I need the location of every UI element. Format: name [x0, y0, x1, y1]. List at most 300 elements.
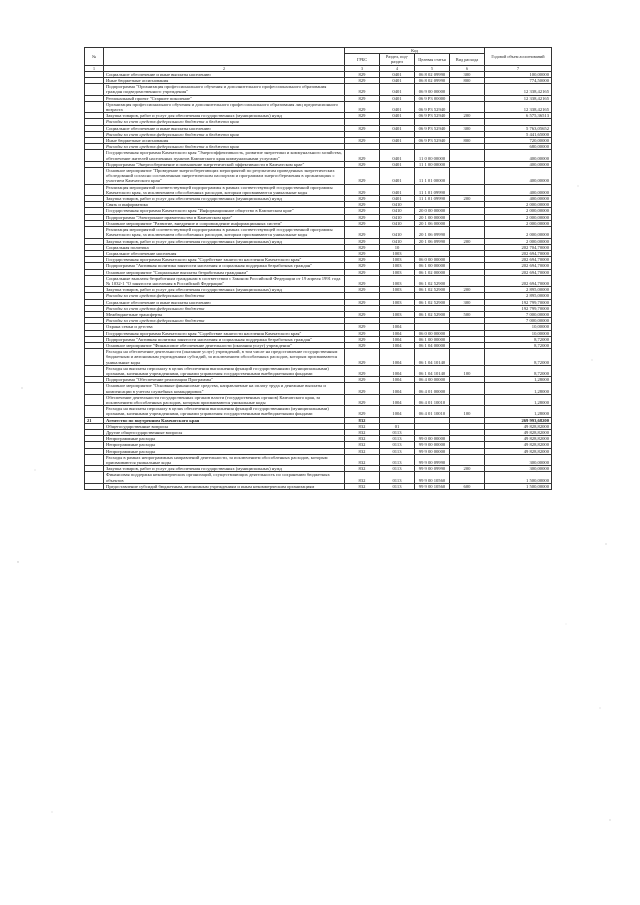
- row-amount: 202 694,70000: [485, 263, 552, 269]
- row-name: Расходы за счет средств федерального бюджета: [104, 293, 345, 299]
- row-expense-type: [450, 227, 485, 238]
- row-section: 0410: [380, 202, 415, 208]
- col-index: 7: [485, 65, 552, 71]
- table-row: [85, 275, 552, 286]
- row-grbs: 829: [345, 101, 380, 112]
- table-row: [85, 383, 552, 394]
- row-grbs: 832: [345, 442, 380, 448]
- row-section: 0401: [380, 196, 415, 202]
- row-amount: 5 441,65000: [485, 131, 552, 137]
- row-grbs: 829: [345, 184, 380, 195]
- row-amount: 8,72000: [485, 365, 552, 376]
- header-name: [104, 48, 345, 66]
- row-amount: 49 828,82000: [485, 430, 552, 436]
- table-row: [85, 84, 552, 95]
- row-amount: 202 694,70000: [485, 257, 552, 263]
- row-name: Основное мероприятие "Финансовое обеспечение деятельности (оказания услуг) учреждения": [104, 342, 345, 348]
- row-target: 06 9 00 00000: [415, 84, 450, 95]
- row-section: 0113: [380, 430, 415, 436]
- row-expense-type: [450, 275, 485, 286]
- row-grbs: 829: [345, 196, 380, 202]
- row-name: Государственная программа Камчатского края "Энергоэффективность, развитие энергетики и коммунального хозяйства, обеспечение жителей населенных пунктов Камчатского края коммунальными услугами": [104, 150, 345, 161]
- row-number: [85, 394, 104, 405]
- row-expense-type: 600: [450, 483, 485, 489]
- row-name: Социальное обеспечение населения: [104, 250, 345, 256]
- table-row: [85, 168, 552, 185]
- row-section: 1003: [380, 275, 415, 286]
- row-grbs: 829: [345, 244, 380, 250]
- row-target: 20 1 06 00000: [415, 220, 450, 226]
- table-row: [85, 472, 552, 483]
- row-name: Закупка товаров, работ и услуг для обеспечения государственных (муниципальных) нужд: [104, 466, 345, 472]
- row-section: 01: [380, 423, 415, 429]
- row-grbs: 829: [345, 71, 380, 77]
- table-row: [85, 454, 552, 465]
- row-number: [85, 472, 104, 483]
- row-expense-type: 100: [450, 365, 485, 376]
- row-section: 0113: [380, 448, 415, 454]
- row-amount: 1,28000: [485, 377, 552, 383]
- row-target: 99 9 00 00000: [415, 442, 450, 448]
- row-expense-type: 500: [450, 311, 485, 317]
- row-target: 06 9 P3 52940: [415, 138, 450, 144]
- row-number: [85, 275, 104, 286]
- row-target: 06 1 02 00000: [415, 269, 450, 275]
- row-target: 20 1 06 09990: [415, 238, 450, 244]
- row-number: [85, 227, 104, 238]
- row-target: 06 1 02 52900: [415, 311, 450, 317]
- row-section: 0113: [380, 466, 415, 472]
- row-name: Предоставление субсидий бюджетным, автономным учреждениям и иным некоммерческим организациям: [104, 483, 345, 489]
- col-index: 2: [104, 65, 345, 71]
- row-amount: 2 000,00000: [485, 220, 552, 226]
- row-target: 06 4 01 10010: [415, 394, 450, 405]
- row-name: Непрограммные расходы: [104, 448, 345, 454]
- row-target: 06 9 P3 52940: [415, 113, 450, 119]
- row-name: Организация профессионального обучения и дополнительного профессионального образования лиц предпенсионного возраста: [104, 101, 345, 112]
- row-expense-type: [450, 472, 485, 483]
- row-expense-type: [450, 101, 485, 112]
- row-name: Межбюджетные трансферты: [104, 311, 345, 317]
- row-section: 0401: [380, 184, 415, 195]
- row-target: 06 1 02 52900: [415, 275, 450, 286]
- row-grbs: 829: [345, 394, 380, 405]
- row-section: 1004: [380, 383, 415, 394]
- row-grbs: 829: [345, 377, 380, 383]
- row-grbs: 829: [345, 150, 380, 161]
- row-amount: 202 704,70000: [485, 244, 552, 250]
- row-expense-type: [450, 383, 485, 394]
- table-row: [85, 365, 552, 376]
- row-grbs: 832: [345, 417, 380, 423]
- header-grbs: ГРБС: [345, 54, 380, 65]
- row-amount: 49 828,82000: [485, 436, 552, 442]
- col-index: 1: [85, 65, 104, 71]
- row-name: Расходы на обеспечение деятельности (оказание услуг) учреждений, в том числе на предоставление государственным бюджетным и автономным учреждениям субсидий, за исключением обособленных расходов, которым присваиваются уникальные коды: [104, 349, 345, 366]
- row-amount: 2 000,00000: [485, 214, 552, 220]
- row-number: [85, 365, 104, 376]
- row-target: 11 1 00 00000: [415, 161, 450, 167]
- row-section: 0401: [380, 125, 415, 131]
- row-expense-type: 300: [450, 71, 485, 77]
- row-number: [85, 483, 104, 489]
- row-target: 06 8 02 09990: [415, 71, 450, 77]
- row-name: Основное мероприятие "Основные финансовые средства, направляемые на оплату труда и денежные выплаты и компенсации в учетом служебных командировок": [104, 383, 345, 394]
- row-amount: 300,00000: [485, 466, 552, 472]
- row-grbs: 829: [345, 84, 380, 95]
- row-target: 99 9 00 10560: [415, 483, 450, 489]
- row-grbs: 832: [345, 430, 380, 436]
- row-name: Другие общегосударственные вопросы: [104, 430, 345, 436]
- row-section: 0401: [380, 113, 415, 119]
- row-amount: 2 000,00000: [485, 208, 552, 214]
- row-amount: 2 000,00000: [485, 227, 552, 238]
- row-grbs: 832: [345, 423, 380, 429]
- row-target: 06 1 00 00000: [415, 336, 450, 342]
- row-grbs: 829: [345, 125, 380, 131]
- row-section: 1004: [380, 336, 415, 342]
- row-section: 0401: [380, 150, 415, 161]
- row-amount: 8,72000: [485, 349, 552, 366]
- row-number: [85, 383, 104, 394]
- row-number: [85, 454, 104, 465]
- row-amount: 10,00000: [485, 330, 552, 336]
- row-expense-type: [450, 84, 485, 95]
- row-grbs: 829: [345, 250, 380, 256]
- row-amount: 7 000,00000: [485, 318, 552, 324]
- row-amount: 8,72000: [485, 342, 552, 348]
- row-expense-type: 800: [450, 78, 485, 84]
- row-grbs: 829: [345, 214, 380, 220]
- row-section: 1003: [380, 287, 415, 293]
- row-target: 99 0 00 00000: [415, 436, 450, 442]
- row-section: 0401: [380, 161, 415, 167]
- row-section: 0401: [380, 84, 415, 95]
- row-name: Подпрограмма "Активная политика занятости населения и социальная поддержка безработных граждан": [104, 336, 345, 342]
- row-amount: 400,00000: [485, 161, 552, 167]
- row-section: 0410: [380, 227, 415, 238]
- row-amount: 1,28000: [485, 406, 552, 417]
- col-index: 3: [345, 65, 380, 71]
- row-target: 99 9 00 09990: [415, 454, 450, 465]
- row-grbs: 829: [345, 330, 380, 336]
- header-expense-type: Вид расхода: [450, 54, 485, 65]
- row-grbs: 829: [345, 138, 380, 144]
- row-section: 0401: [380, 71, 415, 77]
- row-grbs: 829: [345, 299, 380, 305]
- row-amount: 400,00000: [485, 184, 552, 195]
- row-number: [85, 349, 104, 366]
- row-expense-type: 200: [450, 466, 485, 472]
- row-name: Региональный проект "Старшее поколение": [104, 95, 345, 101]
- row-amount: 1 500,00000: [485, 472, 552, 483]
- row-grbs: 829: [345, 263, 380, 269]
- col-index: 5: [415, 65, 450, 71]
- row-name: Иные бюджетные ассигнования: [104, 138, 345, 144]
- budget-allocation-table: [84, 47, 552, 490]
- row-grbs: 829: [345, 202, 380, 208]
- row-name: Реализация мероприятий соответствующей подпрограммы в рамках соответствующей государственной программы Камчатского края, за исключением обособленных расходов, которым присваиваются уникальные коды: [104, 227, 345, 238]
- row-number: [85, 168, 104, 185]
- header-number: №: [85, 48, 104, 66]
- row-amount: 49 828,82000: [485, 442, 552, 448]
- row-amount: 2 000,00000: [485, 238, 552, 244]
- row-section: 10: [380, 244, 415, 250]
- row-amount: 6 575,36513: [485, 113, 552, 119]
- row-expense-type: [450, 394, 485, 405]
- row-grbs: 832: [345, 466, 380, 472]
- row-section: 1003: [380, 263, 415, 269]
- row-name: Непрограммные расходы: [104, 442, 345, 448]
- header-amount: Годовой объем ассигнований: [485, 48, 552, 66]
- row-grbs: 829: [345, 78, 380, 84]
- row-target: 20 1 00 00000: [415, 214, 450, 220]
- row-expense-type: 100: [450, 406, 485, 417]
- row-target: 06 4 01 00000: [415, 383, 450, 394]
- row-name: Государственная программа Камчатского края "Информационное общество в Камчатском крае": [104, 208, 345, 214]
- table-row: [85, 150, 552, 161]
- row-amount: 2 895,00000: [485, 287, 552, 293]
- row-name: Расходы за счет средств федерального бюджета: [104, 318, 345, 324]
- row-name: Закупка товаров, работ и услуг для обеспечения государственных (муниципальных) нужд: [104, 287, 345, 293]
- row-section: 1003: [380, 311, 415, 317]
- row-grbs: 832: [345, 472, 380, 483]
- row-name: Подпрограмма "Активная политика занятости населения и социальная поддержка безработных граждан": [104, 263, 345, 269]
- row-name: Основное мероприятие "Развитие, внедрение и сопровождение информационных систем": [104, 220, 345, 226]
- row-target: 06 0 00 00000: [415, 257, 450, 263]
- row-section: 0401: [380, 95, 415, 101]
- row-grbs: 829: [345, 336, 380, 342]
- row-name: Подпрограмма "Обеспечение реализации Программы": [104, 377, 345, 383]
- row-amount: 5 763,05652: [485, 125, 552, 131]
- col-index: 6: [450, 65, 485, 71]
- row-name: Подпрограмма "Электронное правительство в Камчатском крае": [104, 214, 345, 220]
- header-target: Целевая статья: [415, 54, 450, 65]
- row-amount: 2 000,00000: [485, 202, 552, 208]
- row-amount: 12 338,42165: [485, 95, 552, 101]
- row-target: 06 9 P3 52940: [415, 101, 450, 112]
- row-name: Непрограммные расходы: [104, 436, 345, 442]
- row-name: Иные бюджетные ассигнования: [104, 78, 345, 84]
- row-section: 1004: [380, 406, 415, 417]
- row-grbs: 829: [345, 168, 380, 185]
- row-amount: 1,28000: [485, 394, 552, 405]
- row-grbs: 829: [345, 220, 380, 226]
- table-row: [85, 394, 552, 405]
- row-grbs: 829: [345, 95, 380, 101]
- row-target: 06 1 04 00000: [415, 342, 450, 348]
- row-name: Подпрограмма "Организация профессионального обучения и дополнительного профессионального образования граждан подведомственного учреждения": [104, 84, 345, 95]
- row-grbs: 829: [345, 349, 380, 366]
- row-target: 99 9 00 00000: [415, 448, 450, 454]
- row-amount: 720,00000: [485, 138, 552, 144]
- row-grbs: 829: [345, 311, 380, 317]
- row-name: Основное мероприятие "Проведение энергосберегающих мероприятий по результатам проведенных энергетических обследований согласно составленным энергетическим паспортам и программам энергосбережения в организациях с участием Камчатского края": [104, 168, 345, 185]
- row-number: 21: [85, 417, 104, 423]
- row-name: Общегосударственные вопросы: [104, 423, 345, 429]
- table-row: [85, 349, 552, 366]
- row-name: Расходы за счет средств федерального бюджета и бюджета края: [104, 144, 345, 150]
- row-target: 06 0 00 00000: [415, 330, 450, 336]
- row-grbs: 829: [345, 287, 380, 293]
- row-target: 06 9 P3 00000: [415, 95, 450, 101]
- row-name: Государственная программа Камчатского края "Содействие занятости населения Камчатского края": [104, 330, 345, 336]
- row-grbs: 829: [345, 257, 380, 263]
- row-amount: 774,50000: [485, 78, 552, 84]
- row-amount: 10,00000: [485, 324, 552, 330]
- row-name: Социальная политика: [104, 244, 345, 250]
- row-expense-type: 200: [450, 196, 485, 202]
- row-target: 11 1 01 00000: [415, 168, 450, 185]
- row-section: 1004: [380, 365, 415, 376]
- row-target: 06 9 P3 52940: [415, 125, 450, 131]
- row-grbs: 829: [345, 275, 380, 286]
- header-section: Раздел, под-раздел: [380, 54, 415, 65]
- row-name: Расходы за счет средств федерального бюджета и бюджета края: [104, 119, 345, 125]
- row-grbs: 829: [345, 324, 380, 330]
- row-target: 99 9 00 10560: [415, 472, 450, 483]
- row-expense-type: 800: [450, 138, 485, 144]
- row-amount: 49 828,82000: [485, 448, 552, 454]
- row-section: 0113: [380, 454, 415, 465]
- table-row: [85, 184, 552, 195]
- row-name: Закупка товаров, работ и услуг для обеспечения государственных (муниципальных) нужд: [104, 238, 345, 244]
- row-amount: 192 799,70000: [485, 305, 552, 311]
- row-expense-type: [450, 184, 485, 195]
- row-number: [85, 406, 104, 417]
- table-row: [85, 101, 552, 112]
- row-section: 0113: [380, 483, 415, 489]
- row-amount: 202 694,70000: [485, 269, 552, 275]
- row-target: 06 4 00 00000: [415, 377, 450, 383]
- row-name: Обеспечение деятельности государственных органов власти (государственных органов) Камчатского края, за исключением обособленных расходов, которым присваиваются уникальные коды: [104, 394, 345, 405]
- row-target: 06 4 01 10010: [415, 406, 450, 417]
- row-amount: 400,00000: [485, 196, 552, 202]
- row-amount: 8,72000: [485, 336, 552, 342]
- row-number: [85, 101, 104, 112]
- row-name: Социальное обеспечение и иные выплаты населению: [104, 125, 345, 131]
- row-expense-type: 300: [450, 299, 485, 305]
- row-target: 11 0 00 00000: [415, 150, 450, 161]
- row-amount: 192 799,70000: [485, 299, 552, 305]
- row-section: 0410: [380, 220, 415, 226]
- row-section: 0113: [380, 472, 415, 483]
- row-amount: 100,00000: [485, 71, 552, 77]
- row-grbs: 832: [345, 448, 380, 454]
- row-amount: 400,00000: [485, 150, 552, 161]
- row-target: 20 1 06 09990: [415, 227, 450, 238]
- row-section: 0401: [380, 168, 415, 185]
- row-grbs: 832: [345, 454, 380, 465]
- row-section: 0410: [380, 208, 415, 214]
- row-amount: 202 694,70000: [485, 275, 552, 286]
- row-amount: 202 694,70000: [485, 250, 552, 256]
- row-expense-type: [450, 168, 485, 185]
- row-grbs: 829: [345, 208, 380, 214]
- row-amount: 12 338,42165: [485, 101, 552, 112]
- row-amount: 2 895,00000: [485, 293, 552, 299]
- row-name: Реализация мероприятий соответствующей подпрограммы в рамках соответствующей государственной программы Камчатского края, за исключением обособленных расходов, которым присваиваются уникальные коды: [104, 184, 345, 195]
- row-grbs: 832: [345, 483, 380, 489]
- row-name: Расходы за счет средств федерального бюджета: [104, 305, 345, 311]
- row-number: [85, 84, 104, 95]
- row-name: Социальные выплаты безработным гражданам в соответствии с Законом Российской Федерации от 19 апреля 1991 года № 1032-1 "О занятости населения в Российской Федерации": [104, 275, 345, 286]
- row-section: 0401: [380, 138, 415, 144]
- row-section: 0401: [380, 78, 415, 84]
- row-number: [85, 150, 104, 161]
- row-section: 1003: [380, 269, 415, 275]
- row-grbs: 829: [345, 238, 380, 244]
- row-expense-type: 200: [450, 287, 485, 293]
- row-name: Социальное обеспечение и иные выплаты населению: [104, 71, 345, 77]
- row-amount: 269 993,68200: [485, 417, 552, 423]
- table-row: [85, 227, 552, 238]
- row-amount: 300,00000: [485, 454, 552, 465]
- header-code-group: Код: [345, 48, 485, 54]
- row-grbs: 829: [345, 113, 380, 119]
- row-expense-type: 200: [450, 113, 485, 119]
- table-row: [85, 483, 552, 489]
- row-target: 99 9 00 09990: [415, 466, 450, 472]
- row-section: 1004: [380, 349, 415, 366]
- row-section: 0113: [380, 442, 415, 448]
- row-amount: 1,28000: [485, 383, 552, 394]
- row-target: 06 1 02 52900: [415, 299, 450, 305]
- row-target: 06 1 04 10140: [415, 349, 450, 366]
- col-index: 4: [380, 65, 415, 71]
- row-name: Связь и информатика: [104, 202, 345, 208]
- row-name: Подпрограмма "Энергосбережение и повышение энергетической эффективности в Камчатском крае": [104, 161, 345, 167]
- row-expense-type: [450, 150, 485, 161]
- row-section: 1004: [380, 377, 415, 383]
- row-name: Основное мероприятие "Социальные выплаты безработным гражданам": [104, 269, 345, 275]
- row-grbs: 829: [345, 383, 380, 394]
- row-grbs: 829: [345, 406, 380, 417]
- row-grbs: 829: [345, 227, 380, 238]
- row-name: Охрана семьи и детства: [104, 324, 345, 330]
- row-section: 1004: [380, 342, 415, 348]
- row-amount: 7 000,00000: [485, 311, 552, 317]
- row-grbs: 832: [345, 436, 380, 442]
- table-row: [85, 406, 552, 417]
- row-expense-type: 200: [450, 238, 485, 244]
- row-amount: 12 338,42165: [485, 84, 552, 95]
- row-target: 11 1 01 09990: [415, 196, 450, 202]
- row-section: 1003: [380, 257, 415, 263]
- row-target: 06 8 02 09990: [415, 78, 450, 84]
- row-section: 1003: [380, 299, 415, 305]
- row-target: 11 1 01 09990: [415, 184, 450, 195]
- row-target: 06 1 04 10140: [415, 365, 450, 376]
- row-grbs: 829: [345, 342, 380, 348]
- row-name: Расходы на выплаты персоналу в целях обеспечения выполнения функций государственными (муниципальными) органами, казенными учреждениями, органами управления государственными внебюджетными фондами: [104, 365, 345, 376]
- row-name: Агентство по внутренним Камчатского края: [104, 417, 345, 423]
- row-name: Финансовая поддержка некоммерческих организаций, осуществляющих деятельность по сохранению бюджетных объектов: [104, 472, 345, 483]
- row-target: 20 0 00 00000: [415, 208, 450, 214]
- row-amount: 400,00000: [485, 168, 552, 185]
- row-amount: 49 828,82000: [485, 423, 552, 429]
- row-section: 0113: [380, 436, 415, 442]
- row-amount: 1 500,00000: [485, 483, 552, 489]
- row-section: 0401: [380, 101, 415, 112]
- row-name: Закупка товаров, работ и услуг для обеспечения государственных (муниципальных) нужд: [104, 196, 345, 202]
- row-name: Социальное обеспечение и иные выплаты населению: [104, 299, 345, 305]
- row-section: 1004: [380, 394, 415, 405]
- row-grbs: 829: [345, 365, 380, 376]
- row-expense-type: [450, 454, 485, 465]
- row-expense-type: [450, 349, 485, 366]
- row-name: Государственная программа Камчатского края "Содействие занятости населения Камчатского края": [104, 257, 345, 263]
